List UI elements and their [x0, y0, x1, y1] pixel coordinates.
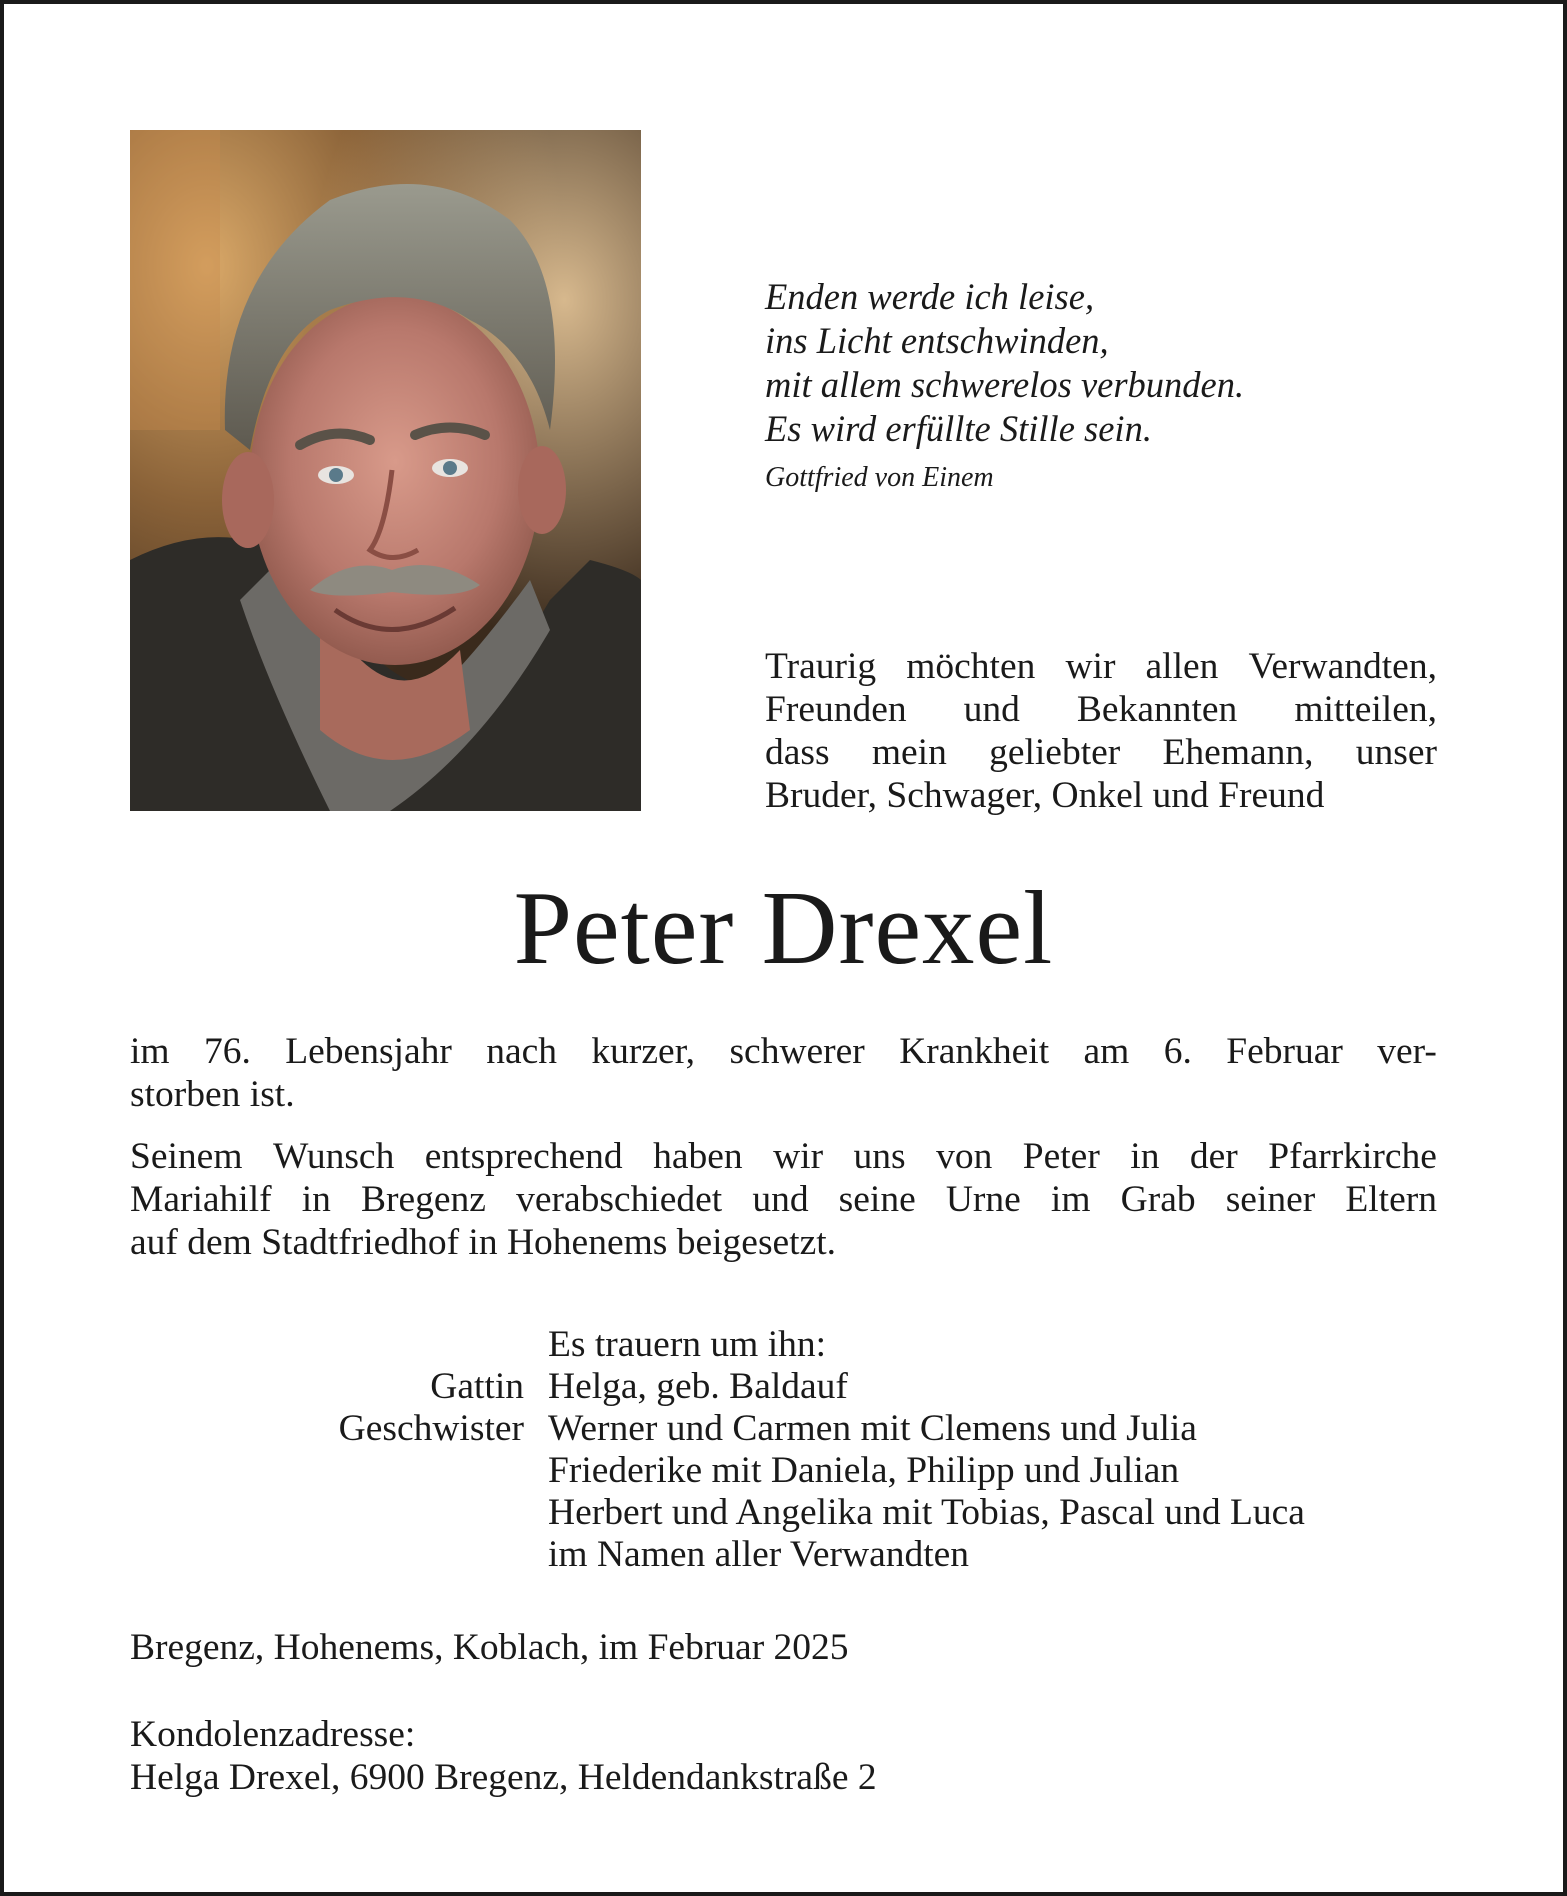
word: in	[1130, 1136, 1160, 1177]
word: unser	[1355, 732, 1437, 773]
word: in	[301, 1179, 331, 1220]
condolence-address	[130, 1713, 877, 1799]
word: schwerer	[729, 1031, 865, 1072]
word: mein	[871, 732, 947, 773]
mourner-role: Gattin	[430, 1366, 524, 1407]
word: Bekannten	[1076, 689, 1238, 730]
word: Pfarrkirche	[1268, 1136, 1437, 1177]
word: und	[963, 689, 1020, 730]
mourner-role	[130, 1450, 548, 1492]
word: seine	[838, 1179, 916, 1220]
word: haben	[653, 1136, 743, 1177]
mourner-role	[130, 1492, 548, 1534]
word: seiner	[1225, 1179, 1316, 1220]
mourner-row	[130, 1534, 1437, 1576]
poem-line: mit allem schwerelos verbunden.	[765, 364, 1245, 405]
word: Krankheit	[899, 1031, 1050, 1072]
word: Grab	[1120, 1179, 1196, 1220]
word: Ehemann,	[1162, 732, 1314, 773]
word: Traurig	[765, 646, 877, 687]
condolence-label: Kondolenzadresse:	[130, 1714, 416, 1755]
mourner-role: Geschwister	[338, 1408, 524, 1449]
word: dass	[765, 732, 830, 773]
announcement-intro	[765, 645, 1437, 817]
word: ver-	[1377, 1031, 1437, 1072]
mourners-list	[130, 1324, 1437, 1576]
intro-line	[765, 645, 1437, 688]
mourner-row	[130, 1492, 1437, 1534]
mourner-row	[130, 1408, 1437, 1450]
word: entsprechend	[424, 1136, 623, 1177]
word: möchten	[906, 646, 1036, 687]
funeral-paragraph	[130, 1135, 1437, 1264]
word: Urne	[945, 1179, 1021, 1220]
word: Wunsch	[272, 1136, 395, 1177]
portrait-photo	[130, 130, 641, 811]
word: am	[1083, 1031, 1130, 1072]
word: von	[936, 1136, 993, 1177]
mourner-names: Helga, geb. Baldauf	[548, 1366, 848, 1407]
mourner-role	[130, 1534, 548, 1576]
word: mitteilen,	[1294, 689, 1437, 730]
word: Freunden	[765, 689, 907, 730]
poem-line: ins Licht entschwinden,	[765, 320, 1109, 361]
poem-line: Enden werde ich leise,	[765, 276, 1095, 317]
word: 6.	[1163, 1031, 1192, 1072]
mourners-heading: Es trauern um ihn:	[548, 1324, 827, 1365]
word: kurzer,	[591, 1031, 696, 1072]
word: der	[1189, 1136, 1238, 1177]
mourner-names: im Namen aller Verwandten	[548, 1534, 970, 1575]
word: wir	[1065, 646, 1116, 687]
mourner-names: Herbert und Angelika mit Tobias, Pascal und Luca	[548, 1492, 1305, 1533]
intro-line	[765, 731, 1437, 774]
mourner-names: Friederike mit Daniela, Philipp und Julian	[548, 1450, 1180, 1491]
word: und	[752, 1179, 809, 1220]
word: im	[130, 1031, 170, 1072]
mourner-names: Werner und Carmen mit Clemens und Julia	[548, 1408, 1197, 1449]
place-date: Bregenz, Hohenems, Koblach, im Februar 2025	[130, 1627, 849, 1668]
poem-author: Gottfried von Einem	[765, 462, 994, 493]
word: Mariahilf	[130, 1179, 272, 1220]
word: Peter	[1022, 1136, 1100, 1177]
poem-line: Es wird erfüllte Stille sein.	[765, 408, 1152, 449]
word: uns	[853, 1136, 906, 1177]
death-notice-paragraph	[130, 1030, 1437, 1116]
condolence-address-line: Helga Drexel, 6900 Bregenz, Heldendankstraße 2	[130, 1757, 877, 1798]
word: Bregenz	[361, 1179, 486, 1220]
mourner-row	[130, 1450, 1437, 1492]
word: Februar	[1226, 1031, 1343, 1072]
word: Eltern	[1345, 1179, 1437, 1220]
word: geliebter	[989, 732, 1121, 773]
mourner-row	[130, 1366, 1437, 1408]
paragraph-line: auf dem Stadtfriedhof in Hohenems beigesetzt.	[130, 1222, 837, 1263]
word: allen	[1145, 646, 1219, 687]
word: 76.	[203, 1031, 251, 1072]
word: verabschiedet	[516, 1179, 723, 1220]
mourners-heading-row	[130, 1324, 1437, 1366]
word: nach	[486, 1031, 558, 1072]
paragraph-line	[130, 1135, 1437, 1178]
word: Lebensjahr	[285, 1031, 452, 1072]
paragraph-line	[130, 1178, 1437, 1221]
poem	[765, 275, 1465, 495]
word: Verwandten,	[1248, 646, 1437, 687]
intro-line: Bruder, Schwager, Onkel und Freund	[765, 775, 1325, 816]
paragraph-line	[130, 1030, 1437, 1073]
deceased-name: Peter Drexel	[513, 869, 1054, 986]
paragraph-line: storben ist.	[130, 1074, 295, 1115]
intro-line	[765, 688, 1437, 731]
word: Seinem	[130, 1136, 243, 1177]
word: im	[1050, 1179, 1091, 1220]
word: wir	[773, 1136, 824, 1177]
